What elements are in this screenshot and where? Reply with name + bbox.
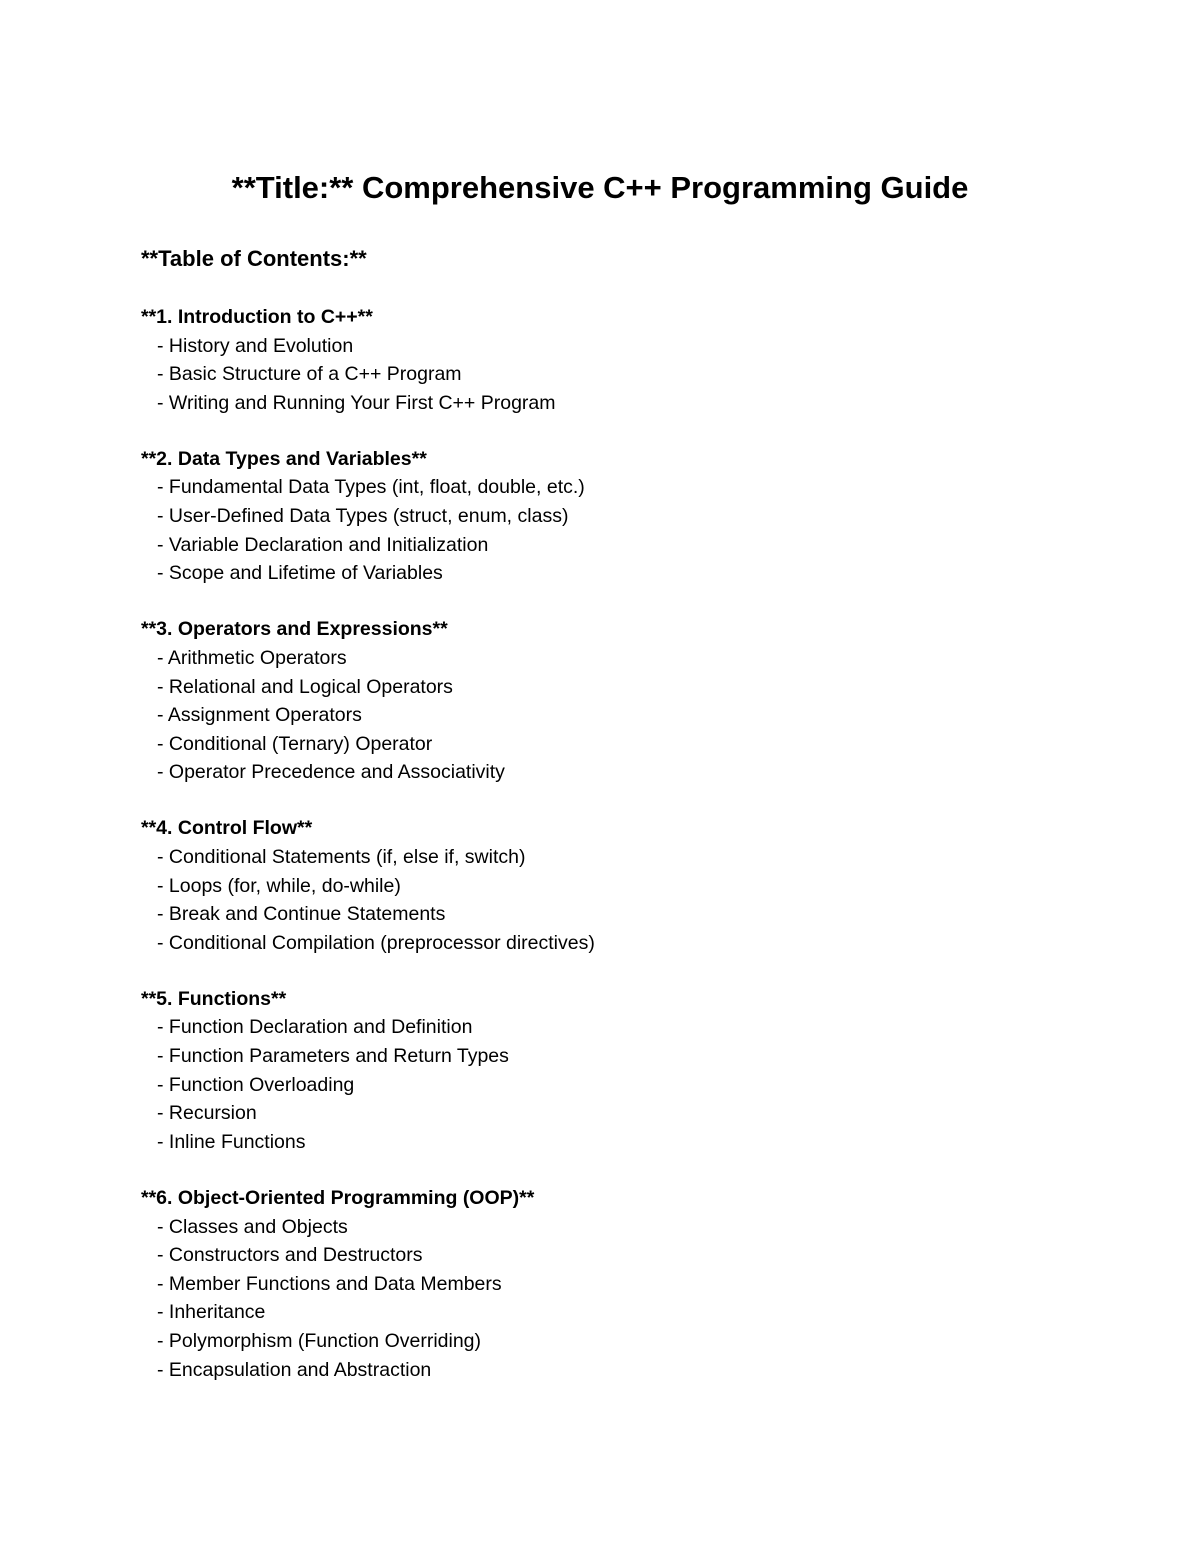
section-items: [141, 473, 1141, 587]
section-title: **5. Functions**: [141, 987, 287, 1010]
document-title: **Title:** Comprehensive C++ Programming Guide: [231, 170, 969, 205]
toc-section-4: [141, 814, 1141, 957]
list-item: - Arithmetic Operators: [157, 646, 347, 669]
list-item: - Inheritance: [157, 1301, 266, 1324]
list-item: - Encapsulation and Abstraction: [157, 1358, 432, 1381]
list-item: - Conditional Statements (if, else if, switch): [157, 846, 526, 868]
toc-section-2: [141, 445, 1141, 588]
toc-heading: **Table of Contents:**: [141, 246, 367, 271]
list-item: - Function Declaration and Definition: [157, 1016, 473, 1039]
list-item: - Inline Functions: [157, 1130, 306, 1153]
section-items: [141, 1213, 1141, 1385]
toc-section-6: [141, 1184, 1141, 1384]
list-item: - Conditional (Ternary) Operator: [157, 732, 433, 755]
list-item: - Member Functions and Data Members: [157, 1272, 502, 1295]
list-item: - Classes and Objects: [157, 1215, 348, 1238]
list-item: - Writing and Running Your First C++ Program: [157, 391, 556, 414]
list-item: - Function Parameters and Return Types: [157, 1045, 509, 1068]
list-item: - Fundamental Data Types (int, float, double, etc.): [157, 476, 585, 499]
list-item: - Polymorphism (Function Overriding): [157, 1329, 482, 1352]
list-item: - Operator Precedence and Associativity: [157, 761, 505, 784]
section-items: [141, 332, 1141, 418]
list-item: - Conditional Compilation (preprocessor directives): [157, 931, 595, 954]
list-item: - Constructors and Destructors: [157, 1244, 423, 1267]
toc-section-5: [141, 985, 1141, 1157]
list-item: - Function Overloading: [157, 1073, 355, 1096]
toc-section-1: [141, 303, 1141, 417]
section-items: [141, 843, 1141, 957]
section-items: [141, 1013, 1141, 1156]
section-title: **6. Object-Oriented Programming (OOP)**: [141, 1186, 535, 1209]
table-of-contents: [141, 303, 1141, 1412]
list-item: - Scope and Lifetime of Variables: [157, 562, 443, 585]
toc-section-3: [141, 615, 1141, 787]
list-item: - User-Defined Data Types (struct, enum, class): [157, 505, 569, 528]
section-title: **2. Data Types and Variables**: [141, 447, 427, 470]
list-item: - History and Evolution: [157, 334, 354, 357]
section-items: [141, 644, 1141, 787]
section-title: **1. Introduction to C++**: [141, 306, 373, 328]
list-item: - Break and Continue Statements: [157, 903, 446, 926]
list-item: - Loops (for, while, do-while): [157, 874, 401, 897]
section-title: **3. Operators and Expressions**: [141, 618, 448, 641]
section-title: **4. Control Flow**: [141, 817, 313, 840]
list-item: - Basic Structure of a C++ Program: [157, 363, 462, 386]
list-item: - Variable Declaration and Initialization: [157, 533, 489, 556]
list-item: - Assignment Operators: [157, 704, 362, 727]
list-item: - Recursion: [157, 1102, 257, 1125]
list-item: - Relational and Logical Operators: [157, 675, 453, 698]
